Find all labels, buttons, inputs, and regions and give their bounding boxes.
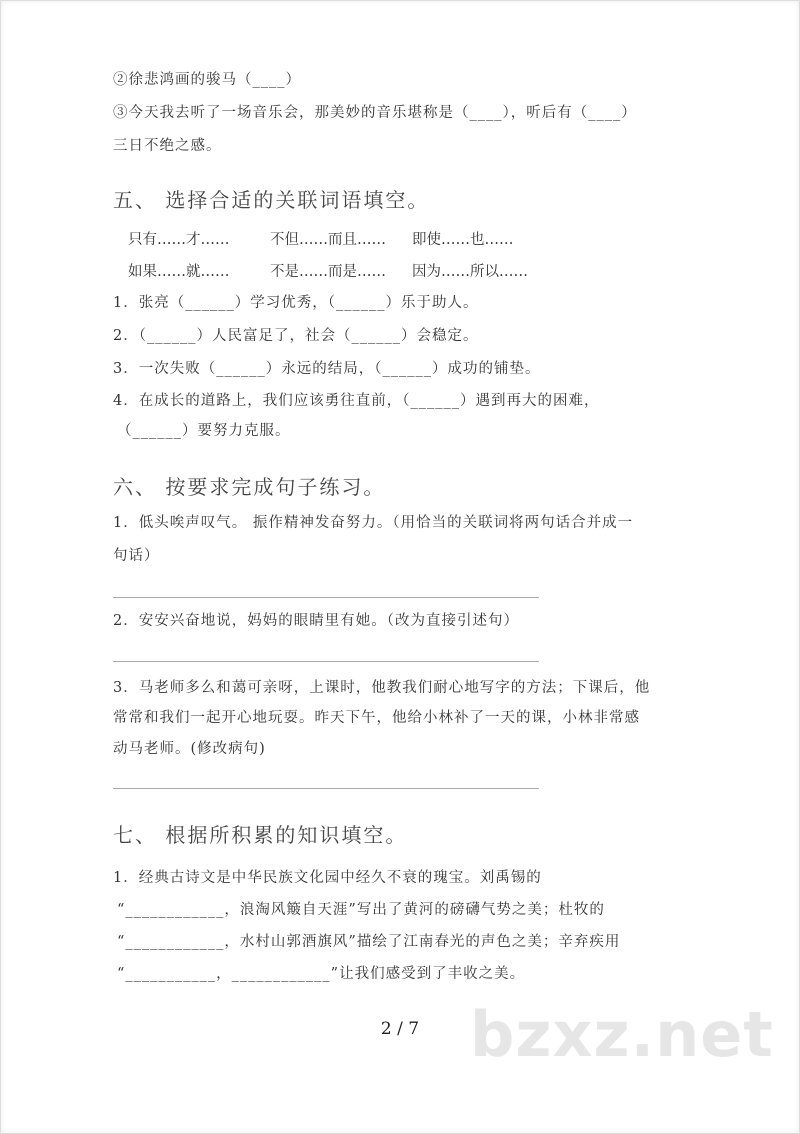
word-option: 不是……而是……: [270, 264, 386, 280]
text-line: 三日不绝之感。: [113, 138, 222, 154]
question-continued: 句话）: [113, 548, 160, 564]
question: 3．一次失败（______）永远的结局，（______）成功的铺垫。: [113, 361, 541, 377]
question: 3．马老师多么和蔼可亲呀，上课时，他教我们耐心地写字的方法；下课后，他: [113, 680, 651, 696]
question-continued: “___________，____________”让我们感受到了丰收之美。: [117, 966, 526, 982]
question: 2．（______）人民富足了，社会（______）会稳定。: [113, 328, 479, 344]
answer-line[interactable]: [113, 788, 539, 789]
question: 1．张亮（______）学习优秀，（______）乐于助人。: [113, 295, 479, 311]
question: 1．经典古诗文是中华民族文化园中经久不衰的瑰宝。刘禹锡的: [113, 870, 542, 886]
answer-line[interactable]: [113, 661, 539, 662]
section-heading: 六、 按要求完成句子练习。: [113, 475, 386, 499]
word-options-row: [128, 230, 554, 250]
question-continued: 动马老师。(修改病句): [113, 741, 266, 757]
watermark: bzxz.net: [470, 998, 774, 1071]
word-option: 即使……也……: [412, 232, 514, 248]
word-option: 如果……就……: [128, 264, 230, 280]
word-option: 只有……才……: [128, 232, 230, 248]
page-number: 2 / 7: [380, 1019, 420, 1039]
question-continued: “____________，水村山郭酒旗风”描绘了江南春光的声色之美；辛弃疾用: [117, 934, 621, 950]
word-option: 因为……所以……: [412, 264, 528, 280]
question-continued: “____________，浪淘风簸自天涯”写出了黄河的磅礴气势之美；杜牧的: [117, 902, 605, 918]
section-heading: 五、 选择合适的关联词语填空。: [113, 188, 430, 212]
word-option: 不但……而且……: [270, 232, 386, 248]
text-line: ③今天我去听了一场音乐会，那美妙的音乐堪称是（____），听后有（____）: [113, 105, 637, 121]
question: 2．安安兴奋地说，妈妈的眼睛里有她。（改为直接引述句）: [113, 613, 519, 629]
question: 1．低头唉声叹气。 振作精神发奋努力。（用恰当的关联词将两句话合并成一: [113, 515, 634, 531]
section-heading: 七、 根据所积累的知识填空。: [113, 823, 408, 847]
question-continued: （______）要努力克服。: [117, 423, 291, 439]
answer-line[interactable]: [113, 597, 539, 598]
text-line: ②徐悲鸿画的骏马（____）: [113, 72, 301, 88]
word-options-row: [128, 262, 554, 282]
question-continued: 常常和我们一起开心地玩耍。昨天下午，他给小林补了一天的课，小林非常感: [113, 710, 640, 726]
question: 4．在成长的道路上，我们应该勇往直前，（______）遇到再大的困难，: [113, 393, 600, 409]
